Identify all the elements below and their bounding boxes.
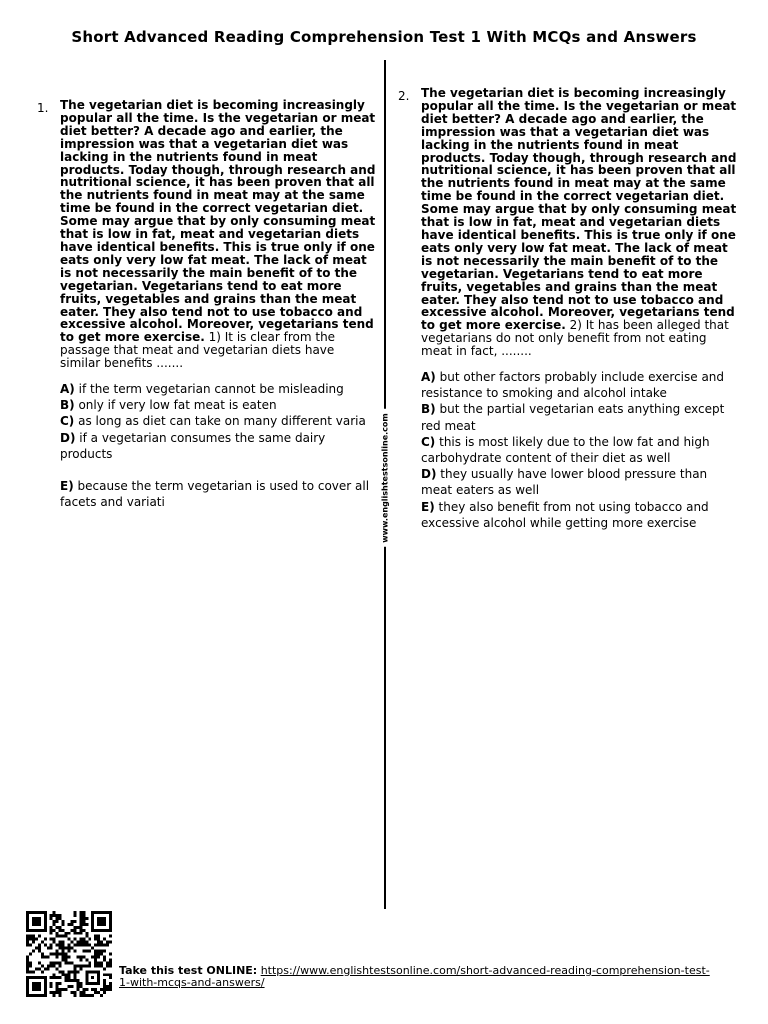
- option-text: because the term vegetarian is used to cover all facets and variati: [60, 479, 370, 510]
- option-letter: E): [421, 499, 435, 514]
- side-watermark-url: www.englishtestsonline.com: [381, 409, 390, 547]
- option-e[interactable]: [60, 478, 376, 510]
- option-letter: A): [421, 370, 436, 385]
- footer-label: Take this test ONLINE:: [119, 964, 258, 977]
- option-letter: A): [60, 382, 75, 397]
- option-text: but other factors probably include exercise and resistance to smoking and alcohol intake: [421, 370, 725, 401]
- option-a[interactable]: [60, 381, 376, 397]
- option-text: they also benefit from not using tobacco and excessive alcohol while getting more exercise: [421, 499, 709, 530]
- passage-text: The vegetarian diet is becoming increasingly popular all the time. Is the vegetarian or meat diet better? A decade ago and earlier, the impression was that a vegetarian diet was lacking in the nutrients found in meat products. Today though, through research and nutritional science, it has been proven that all the nutrients found in meat may at the same time be found in the correct vegetarian diet. Some may argue that by only consuming meat that is low in fat, meat and vegetarian diets have identical benefits. This is true only if one eats only very low fat meat. The lack of meat is not necessarily the main benefit of to the vegetarian. Vegetarians tend to eat more fruits, vegetables and grains than the meat eater. They also tend not to use tobacco and excessive alcohol. Moreover, vegetarians tend to get more exercise.: [60, 98, 376, 345]
- option-text: if the term vegetarian cannot be misleading: [78, 382, 344, 397]
- question-1: [60, 99, 376, 510]
- option-text: as long as diet can take on many different varia: [78, 414, 366, 429]
- question-2: [421, 87, 737, 531]
- question-prompt: 2) It has been alleged that vegetarians do not only benefit from not eating meat in fact, ........: [421, 318, 729, 359]
- option-letter: B): [421, 402, 436, 417]
- option-letter: C): [421, 434, 436, 449]
- option-letter: E): [60, 479, 74, 494]
- option-b[interactable]: [60, 397, 376, 413]
- option-letter: B): [60, 398, 75, 413]
- option-c[interactable]: [60, 413, 376, 429]
- options-list: [421, 369, 737, 531]
- question-number: 1.: [37, 101, 49, 115]
- options-list: [60, 381, 376, 510]
- option-text: but the partial vegetarian eats anything except red meat: [421, 402, 725, 433]
- passage-text: The vegetarian diet is becoming increasingly popular all the time. Is the vegetarian or meat diet better? A decade ago and earlier, the impression was that a vegetarian diet was lacking in the nutrients found in meat products. Today though, through research and nutritional science, it has been proven that all the nutrients found in meat may at the same time be found in the correct vegetarian diet. Some may argue that by only consuming meat that is low in fat, meat and vegetarian diets have identical benefits. This is true only if one eats only very low fat meat. The lack of meat is not necessarily the main benefit of to the vegetarian. Vegetarians tend to eat more fruits, vegetables and grains than the meat eater. They also tend not to use tobacco and excessive alcohol. Moreover, vegetarians tend to get more exercise.: [421, 86, 737, 333]
- option-text: only if very low fat meat is eaten: [78, 398, 277, 413]
- option-b[interactable]: [421, 401, 737, 433]
- question-prompt: 1) It is clear from the passage that meat and vegetarian diets have similar benefits .......: [60, 330, 336, 371]
- option-c[interactable]: [421, 434, 737, 466]
- option-d[interactable]: [421, 466, 737, 498]
- qr-code-icon[interactable]: [24, 911, 114, 997]
- option-letter: D): [60, 430, 76, 445]
- page-title: Short Advanced Reading Comprehension Test 1 With MCQs and Answers: [71, 28, 697, 46]
- option-a[interactable]: [421, 369, 737, 401]
- option-d[interactable]: [60, 430, 376, 462]
- footer: [119, 965, 719, 989]
- option-e[interactable]: [421, 499, 737, 531]
- option-letter: D): [421, 467, 437, 482]
- option-text: this is most likely due to the low fat and high carbohydrate content of their diet as well: [421, 434, 710, 466]
- option-letter: C): [60, 414, 75, 429]
- question-number: 2.: [398, 89, 410, 103]
- test-online-link[interactable]: https://www.englishtestsonline.com/short-advanced-reading-comprehension-test-1-with-mcqs-and-answers/: [119, 964, 710, 989]
- option-text: they usually have lower blood pressure than meat eaters as well: [421, 467, 708, 498]
- option-text: if a vegetarian consumes the same dairy products: [60, 430, 326, 461]
